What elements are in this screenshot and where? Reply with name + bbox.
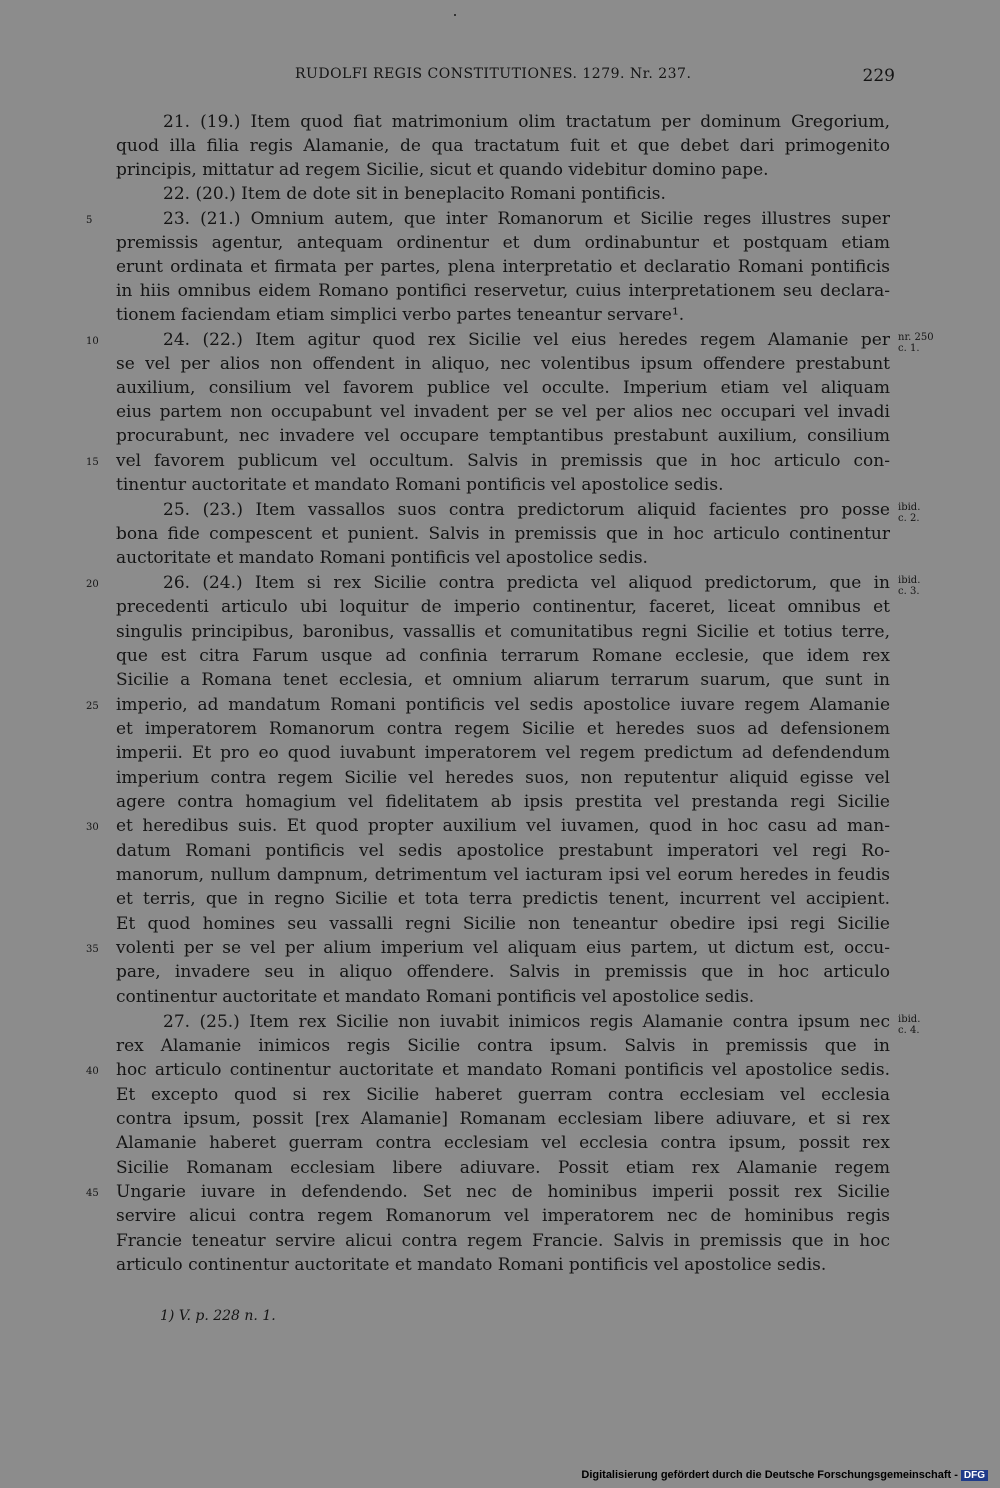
text-line: continentur auctoritate et mandato Romani pontificis vel apostolice sedis. [116,987,755,1007]
text-line: principis, mittatur ad regem Sicilie, sicut et quando videbitur domino pape. [116,160,769,180]
text-line: contra ipsum, possit [rex Alamanie] Romanam ecclesiam libere adiuvare, et si rex [116,1109,890,1129]
margin-note [898,575,958,597]
text-line: eius partem non occupabunt vel invadent per se vel per alios nec occupari vel invadi [116,402,890,422]
line-number: 5 [86,215,93,226]
text-line: 21. (19.) Item quod fiat matrimonium olim tractatum per dominum Gregorium, [163,112,890,132]
funding-text: Digitalisierung gefördert durch die Deutsche Forschungsgemeinschaft - [581,1469,958,1481]
text-line: 22. (20.) Item de dote sit in beneplacito Romani pontificis. [163,184,666,204]
text-line: Francie teneatur servire alicui contra regem Francie. Salvis in premissis que in hoc [116,1231,890,1251]
text-line: Ungarie iuvare in defendendo. Set nec de hominibus imperii possit rex Sicilie [116,1182,890,1202]
text-line: auxilium, consilium vel favorem publice vel occulte. Imperium etiam vel aliquam [116,378,890,398]
dfg-logo: DFG [961,1470,988,1481]
margin-note-ref: ibid. [898,502,921,513]
text-line: in hiis omnibus eidem Romano pontifici reservetur, cuius interpretationem seu declara- [116,281,890,301]
text-line: hoc articulo continentur auctoritate et mandato Romani pontificis vel apostolice sedis. [116,1060,890,1080]
text-line: bona fide compescent et punient. Salvis in premissis que in hoc articulo continentur [116,524,890,544]
line-number: 45 [86,1188,99,1199]
margin-note-ref: nr. 250 [898,332,934,343]
text-line: 26. (24.) Item si rex Sicilie contra predicta vel aliquod predictorum, que in [163,573,890,593]
text-line: auctoritate et mandato Romani pontificis vel apostolice sedis. [116,548,648,568]
text-line: volenti per se vel per alium imperium vel aliquam eius partem, ut dictum est, occu- [116,938,890,958]
text-line: precedenti articulo ubi loquitur de imperio continentur, faceret, liceat omnibus et [116,597,890,617]
text-line: 25. (23.) Item vassallos suos contra predictorum aliquid facientes pro posse [163,500,890,520]
line-number: 35 [86,944,99,955]
text-line: imperii. Et pro eo quod iuvabunt imperatorem vel regem predictum ad defendendum [116,743,890,763]
text-line: servire alicui contra regem Romanorum vel imperatorem nec de hominibus regis [116,1206,890,1226]
margin-note-ref: ibid. [898,1014,921,1025]
text-line: pare, invadere seu in aliquo offendere. Salvis in premissis que in hoc articulo [116,962,890,982]
text-line: imperio, ad mandatum Romani pontificis vel sedis apostolice iuvare regem Alamanie [116,695,890,715]
text-line: Sicilie a Romana tenet ecclesia, et omnium aliarum terrarum suarum, que sunt in [116,670,890,690]
text-line: Et excepto quod si rex Sicilie haberet guerram contra ecclesiam vel ecclesia [116,1085,890,1105]
page-header [295,66,895,96]
funding-footer [581,1469,988,1483]
margin-note [898,332,958,354]
text-line: rex Alamanie inimicos regis Sicilie contra ipsum. Salvis in premissis que in [116,1036,890,1056]
margin-note-ref: ibid. [898,575,921,586]
text-line: singulis principibus, baronibus, vassallis et comunitatibus regni Sicilie et totius terre, [116,622,890,642]
text-line: que est citra Farum usque ad confinia terrarum Romane ecclesie, que idem rex [116,646,890,666]
page-number: 229 [862,66,895,86]
margin-note [898,502,958,524]
text-line: agere contra homagium vel fidelitatem ab ipsis prestita vel prestanda regi Sicilie [116,792,890,812]
text-line: 27. (25.) Item rex Sicilie non iuvabit inimicos regis Alamanie contra ipsum nec [163,1012,890,1032]
text-line: tinentur auctoritate et mandato Romani pontificis vel apostolice sedis. [116,475,724,495]
footnote: 1) V. p. 228 n. 1. [160,1308,276,1324]
line-number: 15 [86,457,99,468]
text-line: et terris, que in regno Sicilie et tota terra predictis tenent, incurrent vel accipient. [116,889,890,909]
text-line: tionem faciendam etiam simplici verbo partes teneantur servare¹. [116,305,685,325]
text-line: premissis agentur, antequam ordinentur et dum ordinabuntur et postquam etiam [116,233,890,253]
text-line: et imperatorem Romanorum contra regem Sicilie et heredes suos ad defensionem [116,719,890,739]
line-number: 40 [86,1066,99,1077]
text-line: erunt ordinata et firmata per partes, plena interpretatio et declaratio Romani pontificis [116,257,890,277]
text-line: 23. (21.) Omnium autem, que inter Romanorum et Sicilie reges illustres super [163,209,890,229]
text-line: imperium contra regem Sicilie vel heredes suos, non reputentur aliquid egisse vel [116,768,890,788]
text-line: datum Romani pontificis vel sedis apostolice prestabunt imperatori vel regi Ro- [116,841,890,861]
text-line: Et quod homines seu vassalli regni Sicilie non teneantur obedire ipsi regi Sicilie [116,914,890,934]
text-line: Alamanie haberet guerram contra ecclesiam vel ecclesia contra ipsum, possit rex [116,1133,890,1153]
text-line: vel favorem publicum vel occultum. Salvis in premissis que in hoc articulo con- [116,451,890,471]
text-line: quod illa filia regis Alamanie, de qua tractatum fuit et que debet dari primogenito [116,136,890,156]
text-line: 24. (22.) Item agitur quod rex Sicilie vel eius heredes regem Alamanie per [163,330,890,350]
line-number: 30 [86,822,99,833]
text-line: se vel per alios non offendent in aliquo, nec volentibus ipsum offendere prestabunt [116,354,890,374]
margin-note-cap: c. 1. [898,343,920,354]
text-line: manorum, nullum dampnum, detrimentum vel iacturam ipsi vel eorum heredes in feudis [116,865,890,885]
text-line: et heredibus suis. Et quod propter auxilium vel iuvamen, quod in hoc casu ad man- [116,816,890,836]
running-title: RUDOLFI REGIS CONSTITUTIONES. 1279. Nr. 237. [295,66,692,82]
text-line: articulo continentur auctoritate et mandato Romani pontificis vel apostolice sedis. [116,1255,827,1275]
line-number: 25 [86,701,99,712]
text-line: procurabunt, nec invadere vel occupare temptantibus prestabunt auxilium, consilium [116,426,890,446]
margin-note [898,1014,958,1036]
margin-note-cap: c. 3. [898,586,920,597]
line-number: 10 [86,336,99,347]
scan-speck [454,14,456,16]
text-line: Sicilie Romanam ecclesiam libere adiuvare. Possit etiam rex Alamanie regem [116,1158,890,1178]
margin-note-cap: c. 4. [898,1025,920,1036]
line-number: 20 [86,579,99,590]
margin-note-cap: c. 2. [898,513,920,524]
